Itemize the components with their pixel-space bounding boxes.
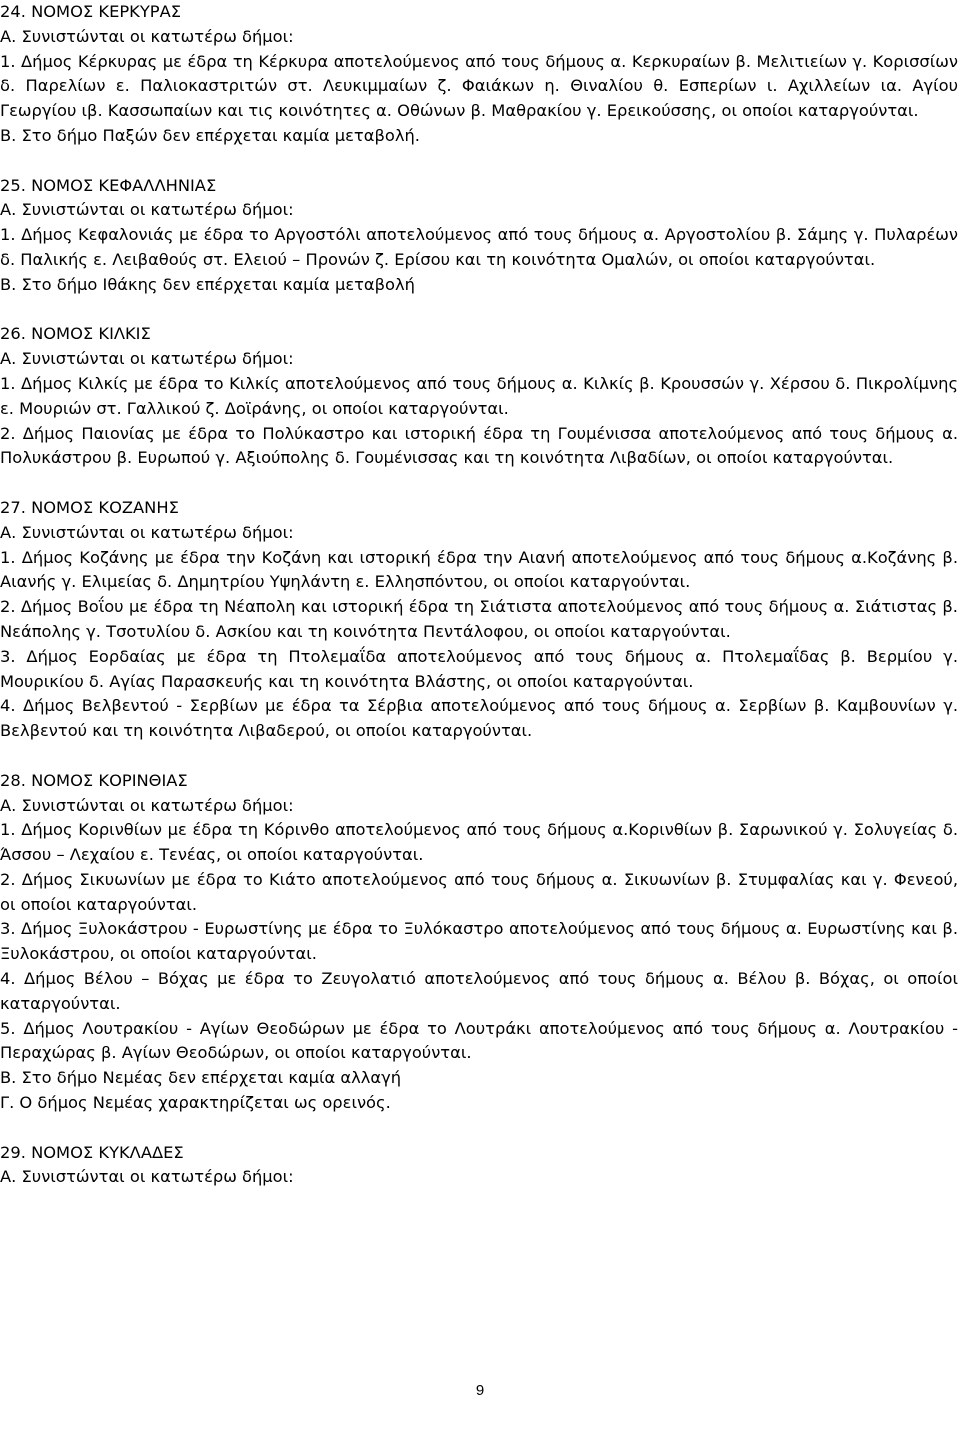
- paragraph: Α. Συνιστώνται οι κατωτέρω δήμοι:: [0, 26, 294, 46]
- paragraph: Α. Συνιστώνται οι κατωτέρω δήμοι:: [0, 1167, 294, 1187]
- paragraph: 5. Δήμος Λουτρακίου - Αγίων Θεοδώρων με έδρα το Λουτράκι αποτελούμενος από τους δήμους α. Λουτρακίου - Περαχώρας β. Αγίων Θεοδώρων, οι οποίοι καταργούνται.: [0, 1018, 958, 1063]
- section-korinthia: [0, 769, 958, 1116]
- section-heading: 29. ΝΟΜΟΣ ΚΥΚΛΑΔΕΣ: [0, 1142, 184, 1162]
- paragraph: 2. Δήμος Βοΐου με έδρα τη Νέαπολη και ιστορική έδρα τη Σιάτιστα αποτελούμενος από τους δήμους α. Σιάτιστας β. Νεάπολης γ. Τσοτυλίου δ. Ασκίου και τη κοινότητα Πεντάλοφου, οι οποίοι καταργούνται.: [0, 597, 958, 641]
- section-kilkis: [0, 322, 958, 471]
- section-kerkyra: [0, 0, 958, 149]
- paragraph: Α. Συνιστώνται οι κατωτέρω δήμοι:: [0, 522, 294, 542]
- paragraph: Α. Συνιστώνται οι κατωτέρω δήμοι:: [0, 200, 294, 220]
- paragraph: 1. Δήμος Κορινθίων με έδρα τη Κόρινθο αποτελούμενος από τους δήμους α.Κορινθίων β. Σαρωνικού γ. Σολυγείας δ. Άσσου – Λεχαίου ε. Τενέας, οι οποίοι καταργούνται.: [0, 820, 958, 865]
- paragraph: 1. Δήμος Κέρκυρας με έδρα τη Κέρκυρα αποτελούμενος από τους δήμους α. Κερκυραίων β. Μελιτιείων γ. Κορισσίων δ. Παρελίων ε. Παλιοκαστριτών στ. Λευκιμμαίων ζ. Φαιάκων η. Θιναλίου θ. Εσπερίων ι. Αχιλλείων ια. Αγίου Γεωργίου ιβ. Κασσωπαίων και τις κοινότητες α. Οθώνων β. Μαθρακίου γ. Ερεικούσσης, οι οποίοι καταργούνται.: [0, 51, 958, 121]
- paragraph: Β. Στο δήμο Παξών δεν επέρχεται καμία μεταβολή.: [0, 125, 420, 145]
- paragraph: Γ. Ο δήμος Νεμέας χαρακτηρίζεται ως ορεινός.: [0, 1093, 391, 1113]
- section-kefallinia: [0, 174, 958, 298]
- paragraph: 4. Δήμος Βελβεντού - Σερβίων με έδρα τα Σέρβια αποτελούμενος από τους δήμους α. Σερβίων β. Καμβουνίων γ. Βελβεντού και τη κοινότητα Λιβαδερού, οι οποίοι καταργούνται.: [0, 696, 958, 741]
- section-heading: 24. ΝΟΜΟΣ ΚΕΡΚΥΡΑΣ: [0, 2, 182, 21]
- section-heading: 27. ΝΟΜΟΣ ΚΟΖΑΝΗΣ: [0, 497, 179, 517]
- paragraph: Α. Συνιστώνται οι κατωτέρω δήμοι:: [0, 795, 294, 815]
- section-kyklades: [0, 1141, 958, 1191]
- paragraph: 3. Δήμος Εορδαίας με έδρα τη Πτολεμαΐδα αποτελούμενος από τους δήμους α. Πτολεμαΐδας β. Βερμίου γ. Μουρικίου δ. Αγίας Παρασκευής και τη κοινότητα Βλάστης, οι οποίοι καταργούνται.: [0, 646, 958, 691]
- page-number: 9: [475, 1382, 485, 1399]
- paragraph: 4. Δήμος Βέλου – Βόχας με έδρα το Ζευγολατιό αποτελούμενος από τους δήμους α. Βέλου β. Βόχας, οι οποίοι καταργούνται.: [0, 969, 958, 1013]
- paragraph: 1. Δήμος Κεφαλονιάς με έδρα το Αργοστόλι αποτελούμενος από τους δήμους α. Αργοστολίου β. Σάμης γ. Πυλαρέων δ. Παλικής ε. Λειβαθούς στ. Ελειού – Προνών ζ. Ερίσου και τη κοινότητα Ομαλών, οι οποίοι καταργούνται.: [0, 225, 958, 269]
- paragraph: Β. Στο δήμο Νεμέας δεν επέρχεται καμία αλλαγή: [0, 1068, 402, 1088]
- paragraph: Β. Στο δήμο Ιθάκης δεν επέρχεται καμία μεταβολή: [0, 274, 415, 294]
- section-heading: 26. ΝΟΜΟΣ ΚΙΛΚΙΣ: [0, 324, 151, 344]
- section-heading: 25. ΝΟΜΟΣ ΚΕΦΑΛΛΗΝΙΑΣ: [0, 175, 217, 195]
- paragraph: 1. Δήμος Κιλκίς με έδρα το Κιλκίς αποτελούμενος από τους δήμους α. Κιλκίς β. Κρουσσών γ. Χέρσου δ. Πικρολίμνης ε. Μουριών στ. Γαλλικού ζ. Δοϊράνης, οι οποίοι καταργούνται.: [0, 373, 958, 418]
- paragraph: 1. Δήμος Κοζάνης με έδρα την Κοζάνη και ιστορική έδρα την Αιανή αποτελούμενος από τους δήμους α.Κοζάνης β. Αιανής γ. Ελιμείας δ. Δημητρίου Υψηλάντη ε. Ελλησπόντου, οι οποίοι καταργούνται.: [0, 547, 958, 592]
- paragraph: 2. Δήμος Παιονίας με έδρα το Πολύκαστρο και ιστορική έδρα τη Γουμένισσα αποτελούμενος από τους δήμους α. Πολυκάστρου β. Ευρωπού γ. Αξιούπολης δ. Γουμένισσας και τη κοινότητα Λιβαδίων, οι οποίοι καταργούνται.: [0, 423, 958, 468]
- paragraph: 2. Δήμος Σικυωνίων με έδρα το Κιάτο αποτελούμενος από τους δήμους α. Σικυωνίων β. Στυμφαλίας και γ. Φενεού, οι οποίοι καταργούνται.: [0, 869, 958, 914]
- section-kozani: [0, 496, 958, 744]
- paragraph: 3. Δήμος Ξυλοκάστρου - Ευρωστίνης με έδρα το Ξυλόκαστρο αποτελούμενος από τους δήμους α. Ευρωστίνης και β. Ξυλοκάστρου, οι οποίοι καταργούνται.: [0, 919, 958, 964]
- paragraph: Α. Συνιστώνται οι κατωτέρω δήμοι:: [0, 349, 294, 369]
- section-heading: 28. ΝΟΜΟΣ ΚΟΡΙΝΘΙΑΣ: [0, 770, 188, 790]
